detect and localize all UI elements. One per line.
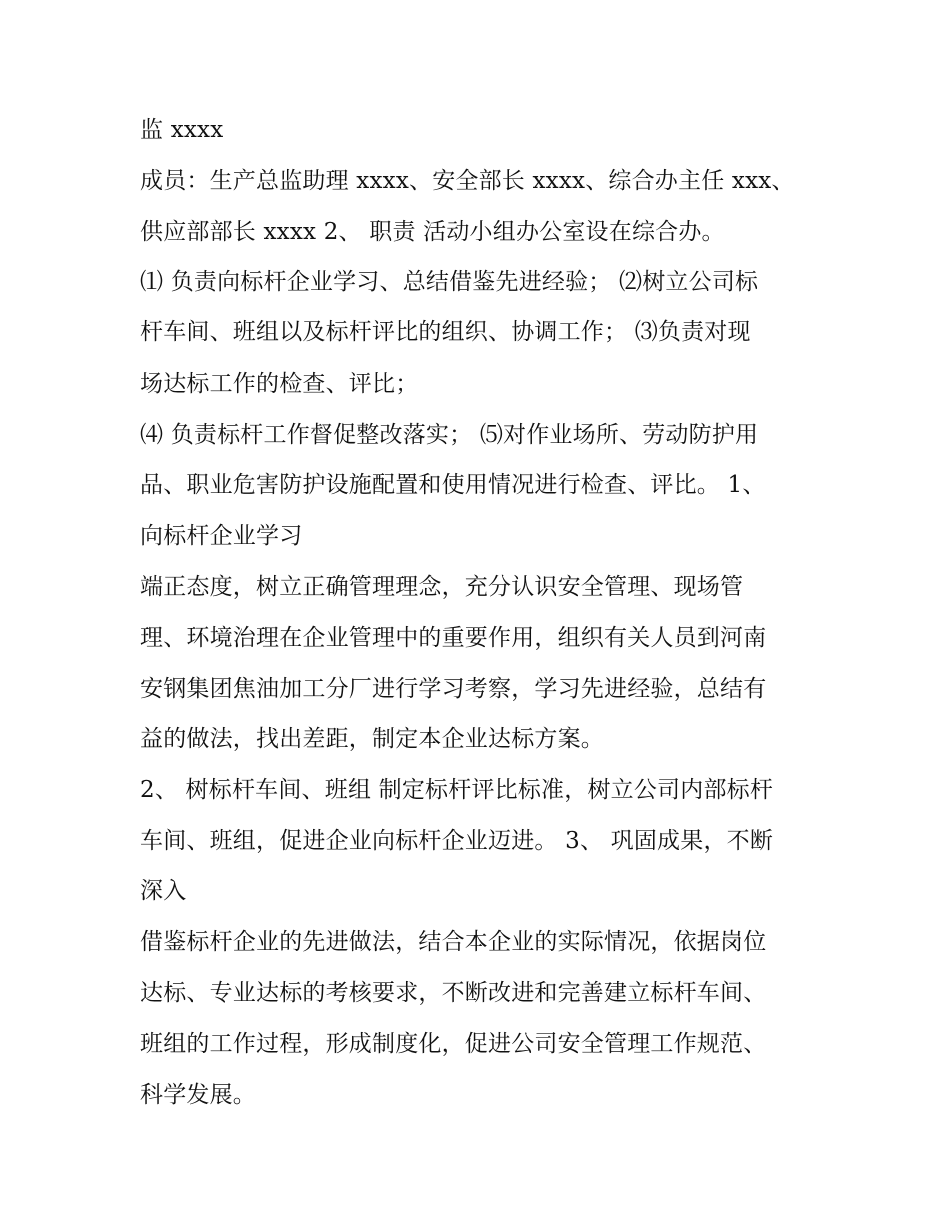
text-line: 品、职业危害防护设施配置和使用情况进行检查、评比。 1、 [140, 472, 766, 498]
text-line: 安钢集团焦油加工分厂进行学习考察，学习先进经验，总结有 [140, 676, 767, 702]
text-line: 理、环境治理在企业管理中的重要作用，组织有关人员到河南 [140, 625, 767, 651]
text-line: 端正态度，树立正确管理理念，充分认识安全管理、现场管 [140, 574, 744, 600]
text-line: ⑴ 负责向标杆企业学习、总结借鉴先进经验； ⑵树立公司标 [140, 269, 759, 295]
text-line: 监 xxxx [140, 117, 224, 143]
text-line: ⑷ 负责标杆工作督促整改落实； ⑸对作业场所、劳动防护用 [140, 422, 759, 448]
text-line: 2、 树标杆车间、班组 制定标杆评比标准，树立公司内部标杆 [140, 777, 774, 803]
text-line: 科学发展。 [140, 1082, 256, 1108]
text-line: 益的做法，找出差距，制定本企业达标方案。 [140, 726, 604, 752]
text-line: 达标、专业达标的考核要求，不断改进和完善建立标杆车间、 [140, 980, 767, 1006]
text-line: 车间、班组，促进企业向标杆企业迈进。 3、 巩固成果，不断 [140, 828, 774, 854]
text-line: 成员：生产总监助理 xxxx、安全部长 xxxx、综合办主任 xxx、 [140, 168, 795, 194]
text-line: 供应部部长 xxxx 2、 职责 活动小组办公室设在综合办。 [140, 219, 725, 245]
text-line: 杆车间、班组以及标杆评比的组织、协调工作； ⑶负责对现 [140, 319, 751, 345]
text-line: 深入 [140, 878, 187, 904]
text-line: 场达标工作的检查、评比； [140, 371, 419, 397]
text-line: 班组的工作过程，形成制度化，促进公司安全管理工作规范、 [140, 1031, 767, 1057]
text-line: 向标杆企业学习 [140, 523, 303, 549]
text-line: 借鉴标杆企业的先进做法，结合本企业的实际情况，依据岗位 [140, 929, 767, 955]
